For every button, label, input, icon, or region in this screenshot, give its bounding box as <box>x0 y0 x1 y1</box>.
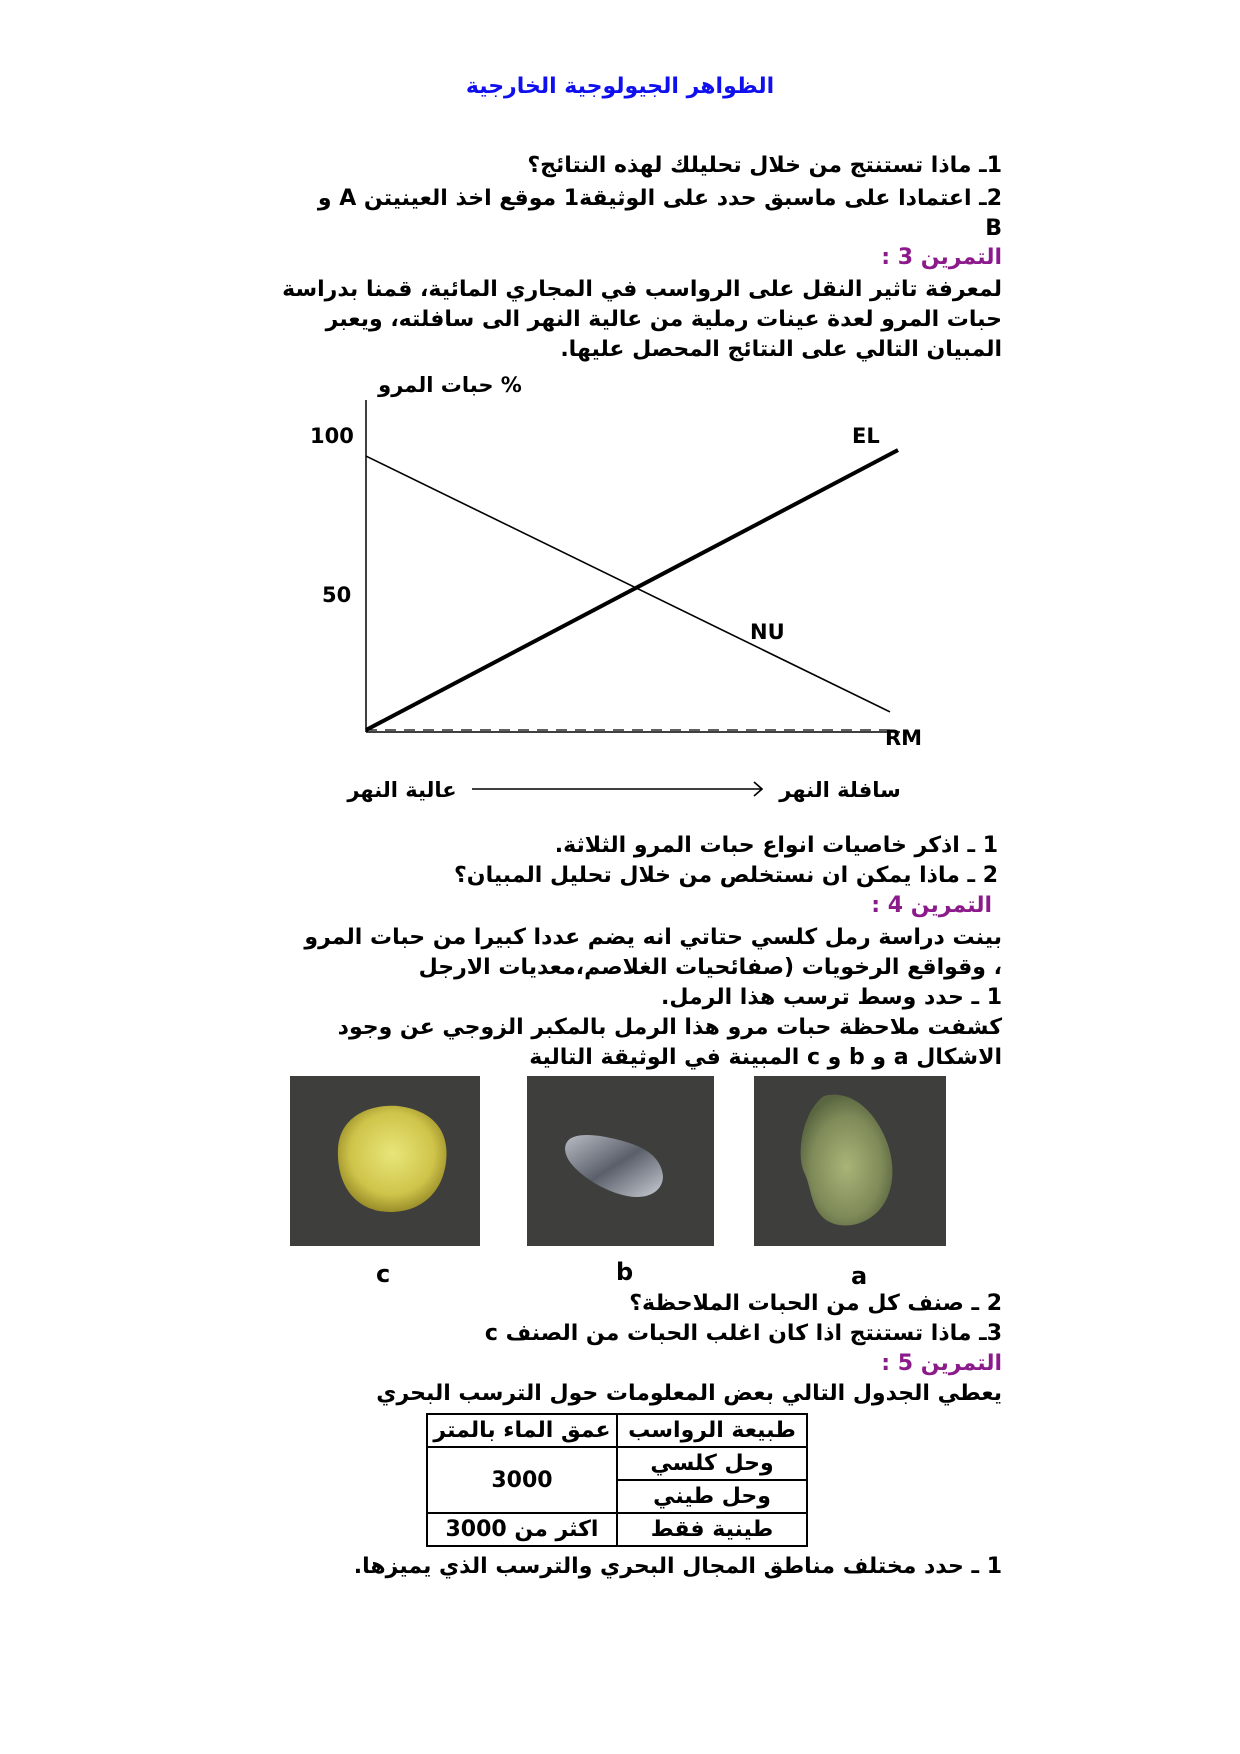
exercise-4-observation: الاشكال a و b و c المبينة في الوثيقة التالية <box>529 1045 1002 1070</box>
grain-label-b: b <box>616 1258 634 1286</box>
table-header: عمق الماء بالمتر <box>427 1414 617 1447</box>
table-header: طبيعة الرواسب <box>617 1414 807 1447</box>
table-cell: 3000 <box>427 1447 617 1513</box>
chart-ylabel: % حبات المرو <box>378 373 522 397</box>
table-cell: اكثر من 3000 <box>427 1513 617 1546</box>
exercise-3-intro: لمعرفة تاثير النقل على الرواسب في المجاري المائية، قمنا بدراسة <box>282 277 1002 302</box>
frosted-grain-image <box>754 1076 946 1246</box>
exercise-4-question-3: 3ـ ماذا تستنتج اذا كان اغلب الحبات من الصنف c <box>484 1321 1002 1346</box>
exercise-4-observation: كشفت ملاحظة حبات مرو هذا الرمل بالمكبر الزوجي عن وجود <box>337 1015 1002 1040</box>
table-cell: وحل طيني <box>617 1480 807 1513</box>
exercise-4-question-1: 1 ـ حدد وسط ترسب هذا الرمل. <box>661 985 1002 1010</box>
xlabel-downstream: سافلة النهر <box>779 778 901 802</box>
rounded-grain-image <box>290 1076 480 1246</box>
series-line-el <box>366 450 898 730</box>
grain-photo-b <box>527 1076 714 1246</box>
grain-photo-c <box>290 1076 480 1246</box>
series-label-nu: NU <box>750 620 785 644</box>
question-1: 1ـ ماذا تستنتج من خلال تحليلك لهذه النتائج؟ <box>527 153 1002 178</box>
marine-sediment-table <box>426 1413 808 1547</box>
table-cell: وحل كلسي <box>617 1447 807 1480</box>
grain-photo-a <box>754 1076 946 1246</box>
series-label-rm: RM <box>885 726 923 750</box>
exercise-3-heading: التمرين 3 : <box>881 245 1002 270</box>
y-tick-label: 100 <box>310 424 354 448</box>
grain-label-c: c <box>376 1260 391 1288</box>
quartz-grains-chart <box>300 370 940 810</box>
table-header-row <box>427 1414 807 1447</box>
exercise-4-heading: التمرين 4 : <box>871 893 992 918</box>
exercise-3-question-2: 2 ـ ماذا يمكن ان نستخلص من خلال تحليل المبيان؟ <box>454 863 998 888</box>
page-title: الظواهر الجيولوجية الخارجية <box>465 74 775 99</box>
exercise-5-heading: التمرين 5 : <box>881 1351 1002 1376</box>
table-cell: طينية فقط <box>617 1513 807 1546</box>
question-2: 2ـ اعتمادا على ماسبق حدد على الوثيقة1 موقع اخذ العينيتن A و <box>317 186 1002 211</box>
angular-grain-image <box>527 1076 714 1246</box>
exercise-5-question-1: 1 ـ حدد مختلف مناطق المجال البحري والترسب الذي يميزها. <box>353 1554 1002 1579</box>
xlabel-upstream: عالية النهر <box>347 778 457 802</box>
table-row <box>427 1513 807 1546</box>
table-row <box>427 1447 807 1480</box>
exercise-4-intro: بينت دراسة رمل كلسي حتاتي انه يضم عددا كبيرا من حبات المرو <box>304 925 1002 950</box>
exercise-3-intro: حبات المرو لعدة عينات رملية من عالية النهر الى سافلته، ويعبر <box>325 307 1002 332</box>
exercise-3-intro: المبيان التالي على النتائج المحصل عليها. <box>560 337 1002 362</box>
grain-label-a: a <box>851 1262 868 1290</box>
y-tick-label: 50 <box>322 583 352 607</box>
exercise-3-question-1: 1 ـ اذكر خاصيات انواع حبات المرو الثلاثة. <box>554 833 998 858</box>
exercise-4-intro: ، وقواقع الرخويات (صفائحيات الغلاصم،معديات الارجل <box>418 955 1002 980</box>
series-label-el: EL <box>852 424 880 448</box>
exercise-4-question-2: 2 ـ صنف كل من الحبات الملاحظة؟ <box>629 1291 1002 1316</box>
question-2-cont: B <box>985 216 1002 241</box>
exercise-5-intro: يعطي الجدول التالي بعض المعلومات حول الترسب البحري <box>376 1381 1002 1406</box>
